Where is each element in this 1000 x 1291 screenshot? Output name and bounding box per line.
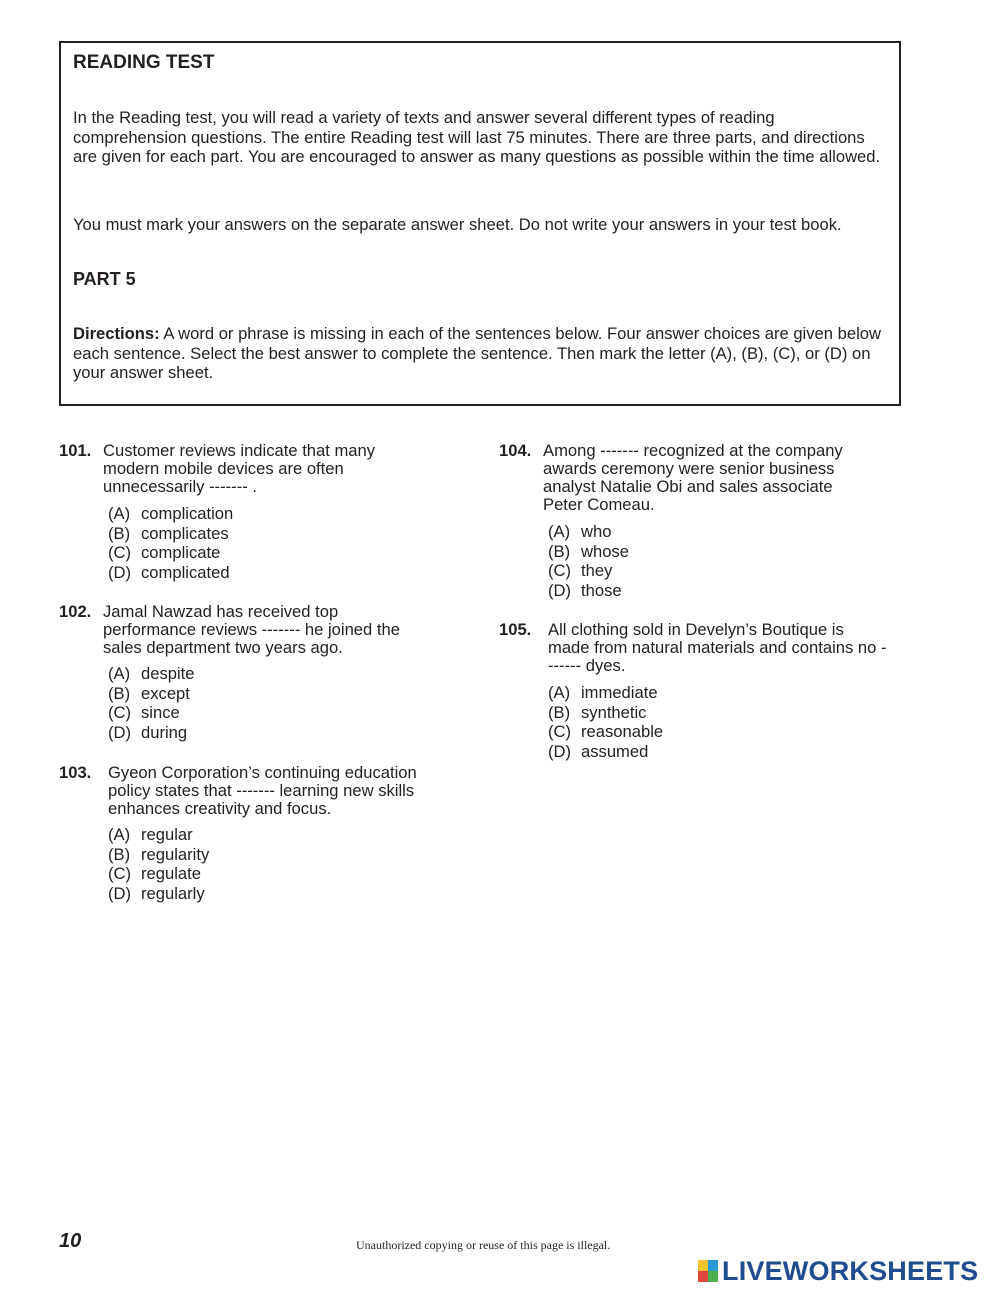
question-number: 103. (59, 763, 92, 782)
question-number: 104. (499, 441, 532, 460)
option-c[interactable]: (C) reasonable (548, 722, 664, 742)
question-number: 102. (59, 602, 92, 621)
answer-options (108, 664, 195, 742)
copyright-notice: Unauthorized copying or reuse of this page is illegal. (356, 1238, 611, 1252)
option-c[interactable]: (C) regulate (108, 864, 201, 884)
option-d[interactable]: (D) assumed (548, 741, 649, 761)
intro-paragraph: In the Reading test, you will read a variety of texts and answer several different types of reading comprehension questions. The entire Reading test will last 75 minutes. There are three parts, and directions are given for each part. You are encouraged to answer as many questions as possible within the time allowed. (73, 108, 881, 166)
question-text: Jamal Nawzad has received top performance reviews ------- he joined the sales department two years ago. (103, 602, 400, 657)
question-text: All clothing sold in Develyn’s Boutique is made from natural materials and contains no ------- dyes. (548, 620, 887, 675)
option-d[interactable]: (D) complicated (108, 562, 230, 582)
option-a[interactable]: (A) immediate (548, 683, 658, 702)
option-c[interactable]: (C) they (548, 561, 613, 581)
directions-text: A word or phrase is missing in each of the sentences below. Four answer choices are given below each sentence. Select the best answer to complete the sentence. Then mark the letter (A), (B), (C), or (D) on your answer sheet. (73, 324, 881, 382)
option-b[interactable]: (B) except (108, 683, 190, 703)
test-title: READING TEST (73, 52, 215, 73)
option-a[interactable]: (A) regular (108, 825, 193, 844)
option-a[interactable]: (A) who (548, 522, 612, 541)
page-number: 10 (59, 1230, 82, 1252)
instructions-paragraph: You must mark your answers on the separate answer sheet. Do not write your answers in your test book. (73, 215, 842, 234)
option-a[interactable]: (A) despite (108, 664, 195, 683)
question-number: 101. (59, 441, 92, 460)
answer-options (108, 825, 209, 903)
liveworksheets-wordmark: LIVEWORKSHEETS (722, 1255, 979, 1286)
option-b[interactable]: (B) whose (548, 541, 629, 561)
answer-options (108, 504, 233, 582)
answer-options (548, 683, 663, 761)
answer-options (548, 522, 629, 600)
option-c[interactable]: (C) since (108, 703, 180, 723)
option-a[interactable]: (A) complication (108, 504, 234, 523)
option-c[interactable]: (C) complicate (108, 543, 221, 563)
option-b[interactable]: (B) synthetic (548, 702, 647, 722)
directions-paragraph (73, 324, 887, 383)
liveworksheets-icon (698, 1260, 718, 1282)
question-text: Customer reviews indicate that many modern mobile devices are often unnecessarily ------- . (103, 441, 376, 496)
question-text: Gyeon Corporation’s continuing education policy states that ------- learning new skills enhances creativity and focus. (108, 763, 417, 818)
option-d[interactable]: (D) those (548, 580, 622, 600)
directions-label: Directions: (73, 324, 160, 343)
part-heading: PART 5 (73, 269, 136, 289)
option-b[interactable]: (B) complicates (108, 523, 229, 543)
liveworksheets-logo (698, 1256, 978, 1286)
question-text: Among ------- recognized at the company awards ceremony were senior business analyst Natalie Obi and sales associate Peter Comeau. (543, 441, 843, 514)
option-d[interactable]: (D) regularly (108, 883, 205, 903)
question-number: 105. (499, 620, 532, 639)
directions-box (59, 41, 901, 406)
option-b[interactable]: (B) regularity (108, 844, 210, 864)
option-d[interactable]: (D) during (108, 722, 188, 742)
